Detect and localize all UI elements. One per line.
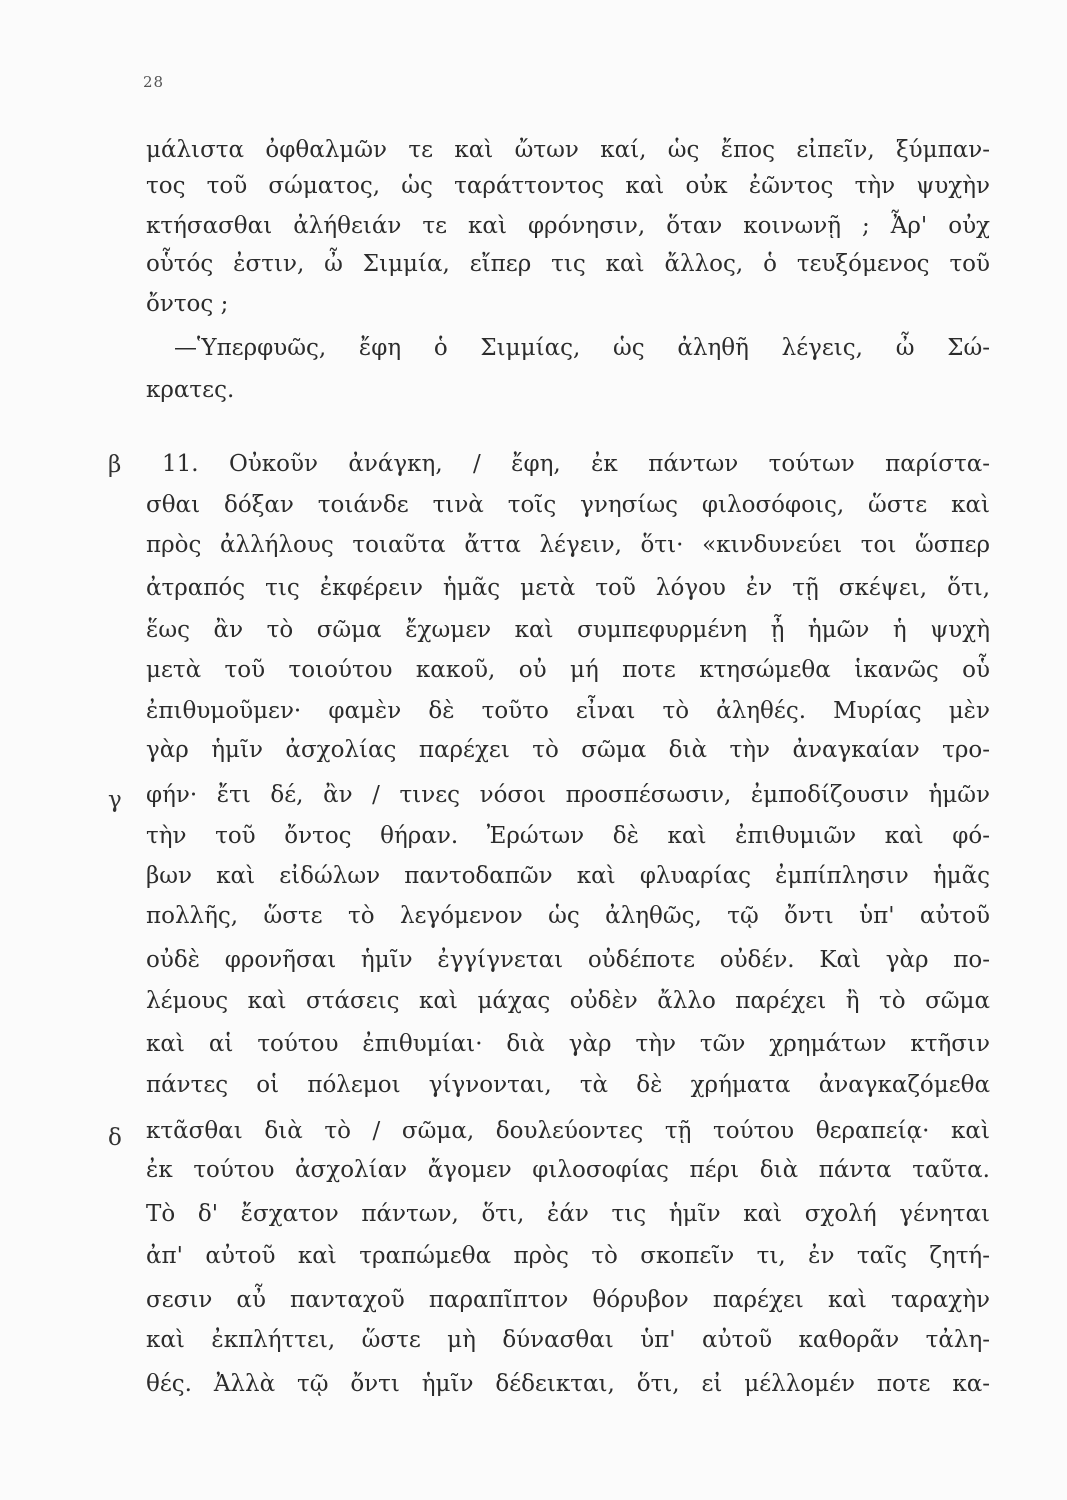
- margin-section-marker: γ: [108, 787, 122, 813]
- text-line: βων καὶ εἰδώλων παντοδαπῶν καὶ φλυαρίας ἐμπίπλησιν ἡμᾶς: [146, 863, 990, 889]
- text-line: τος τοῦ σώματος, ὡς ταράττοντος καὶ οὐκ ἐῶντος τὴν ψυχὴν: [146, 173, 990, 199]
- text-line: ἐκ τούτου ἀσχολίαν ἄγομεν φιλοσοφίας πέρι διὰ πάντα ταῦτα.: [146, 1157, 990, 1183]
- text-line: λέμους καὶ στάσεις καὶ μάχας οὐδὲν ἄλλο παρέχει ἢ τὸ σῶμα: [146, 988, 990, 1014]
- text-line: ἀτραπός τις ἐκφέρειν ἡμᾶς μετὰ τοῦ λόγου ἐν τῇ σκέψει, ὅτι,: [146, 575, 990, 601]
- text-line: γὰρ ἡμῖν ἀσχολίας παρέχει τὸ σῶμα διὰ τὴν ἀναγκαίαν τρο-: [146, 737, 990, 763]
- text-line: πάντες οἱ πόλεμοι γίγνονται, τὰ δὲ χρήματα ἀναγκαζόμεθα: [146, 1072, 990, 1098]
- text-line: φήν· ἔτι δέ, ἂν / τινες νόσοι προσπέσωσιν, ἐμποδίζουσιν ἡμῶν: [146, 782, 990, 808]
- text-line: καὶ ἐκπλήττει, ὥστε μὴ δύνασθαι ὑπ' αὐτοῦ καθορᾶν τἀλη-: [146, 1327, 990, 1353]
- text-line: ἕως ἂν τὸ σῶμα ἔχωμεν καὶ συμπεφυρμένη ᾖ ἡμῶν ἡ ψυχὴ: [146, 617, 990, 643]
- text-line: Τὸ δ' ἔσχατον πάντων, ὅτι, ἐάν τις ἡμῖν καὶ σχολή γένηται: [146, 1201, 990, 1227]
- text-line: οὗτός ἐστιν, ὦ Σιμμία, εἴπερ τις καὶ ἄλλος, ὁ τευξόμενος τοῦ: [146, 251, 990, 277]
- text-line: πρὸς ἀλλήλους τοιαῦτα ἄττα λέγειν, ὅτι· «κινδυνεύει τοι ὥσπερ: [146, 532, 990, 558]
- text-line: θές. Ἀλλὰ τῷ ὄντι ἡμῖν δέδεικται, ὅτι, εἰ μέλλομέν ποτε κα-: [146, 1371, 990, 1397]
- page-number: 28: [143, 73, 165, 91]
- text-line: 11. Οὐκοῦν ἀνάγκη, / ἔφη, ἐκ πάντων τούτων παρίστα-: [162, 451, 990, 477]
- text-line: σεσιν αὖ πανταχοῦ παραπῖπτον θόρυβον παρέχει καὶ ταραχὴν: [146, 1287, 990, 1313]
- text-line: πολλῆς, ὥστε τὸ λεγόμενον ὡς ἀληθῶς, τῷ ὄντι ὑπ' αὐτοῦ: [146, 903, 990, 929]
- text-line: ὄντος ;: [146, 291, 229, 317]
- text-line: ἀπ' αὐτοῦ καὶ τραπώμεθα πρὸς τὸ σκοπεῖν τι, ἐν ταῖς ζητή-: [146, 1243, 990, 1269]
- text-line: μετὰ τοῦ τοιούτου κακοῦ, οὐ μή ποτε κτησώμεθα ἱκανῶς οὗ: [146, 657, 990, 683]
- margin-section-marker: δ: [108, 1125, 122, 1151]
- text-line: τὴν τοῦ ὄντος θήραν. Ἐρώτων δὲ καὶ ἐπιθυμιῶν καὶ φό-: [146, 823, 990, 849]
- text-line: ἐπιθυμοῦμεν· φαμὲν δὲ τοῦτο εἶναι τὸ ἀληθές. Μυρίας μὲν: [146, 698, 990, 724]
- margin-section-marker: β: [108, 452, 122, 478]
- text-line: σθαι δόξαν τοιάνδε τινὰ τοῖς γνησίως φιλοσόφοις, ὥστε καὶ: [146, 492, 990, 518]
- text-line: κτήσασθαι ἀλήθειάν τε καὶ φρόνησιν, ὅταν κοινωνῇ ; Ἆρ' οὐχ: [146, 213, 990, 239]
- text-line: —Ὑπερφυῶς, ἔφη ὁ Σιμμίας, ὡς ἀληθῆ λέγεις, ὦ Σώ-: [174, 335, 990, 361]
- text-line: μάλιστα ὀφθαλμῶν τε καὶ ὤτων καί, ὡς ἔπος εἰπεῖν, ξύμπαν-: [146, 137, 990, 163]
- text-line: κρατες.: [146, 377, 235, 403]
- text-line: καὶ αἱ τούτου ἐπιθυμίαι· διὰ γὰρ τὴν τῶν χρημάτων κτῆσιν: [146, 1031, 990, 1057]
- text-line: οὐδὲ φρονῆσαι ἡμῖν ἐγγίγνεται οὐδέποτε οὐδέν. Καὶ γὰρ πο-: [146, 947, 990, 973]
- text-line: κτᾶσθαι διὰ τὸ / σῶμα, δουλεύοντες τῇ τούτου θεραπείᾳ· καὶ: [146, 1118, 990, 1144]
